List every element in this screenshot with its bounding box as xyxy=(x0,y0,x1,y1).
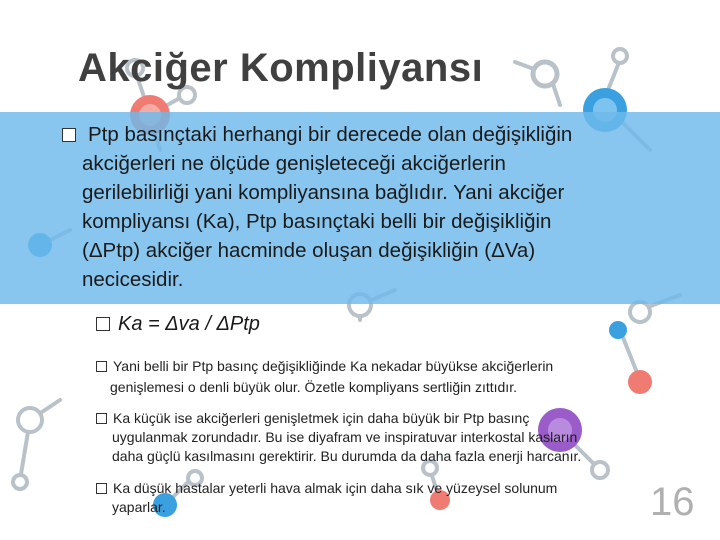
compliance-equation xyxy=(96,313,260,336)
main-bullet-line: Ptp basınçtaki herhangi bir derecede olan değişikliğin xyxy=(88,123,573,146)
bullet-line: Yani belli bir Ptp basınç değişikliğinde Ka nekadar büyükse akciğerlerin xyxy=(113,358,554,374)
bullet-line: Ka küçük ise akciğerleri genişletmek için daha büyük bir Ptp basınç xyxy=(113,410,530,426)
bullet-line: genişlemesi o denli büyük olur. Özetle kompliyans sertliğin zıttıdır. xyxy=(110,379,517,395)
bullet-breathing xyxy=(96,479,636,517)
page-number: 16 xyxy=(650,480,695,524)
checkbox-bullet-icon xyxy=(96,361,107,372)
equation-text: Ka = Δva / ΔPtp xyxy=(118,313,260,335)
main-bullet-line: (ΔPtp) akciğer hacminde oluşan değişikliğin (ΔVa) xyxy=(82,239,536,262)
checkbox-bullet-icon xyxy=(96,317,110,331)
main-bullet xyxy=(62,120,702,294)
bullet-line: daha güçlü kasılmasını gerektirir. Bu durumda da daha fazla enerji harcanır. xyxy=(112,448,582,464)
slide-title: Akciğer Kompliyansı xyxy=(78,46,484,90)
bullet-line: Ka düşük hastalar yeterli hava almak için daha sık ve yüzeysel solunum xyxy=(113,480,558,496)
main-bullet-line: necicesidir. xyxy=(82,268,184,291)
bullet-line: uygulanmak zorundadır. Bu ise diyafram ve inspiratuvar interkostal kasların xyxy=(112,429,578,445)
checkbox-bullet-icon xyxy=(96,483,107,494)
main-bullet-line: akciğerleri ne ölçüde genişleteceği akciğerlerin xyxy=(82,152,506,175)
main-bullet-line: gerilebilirliği yani kompliyansına bağlıdır. Yani akciğer xyxy=(82,181,565,204)
checkbox-bullet-icon xyxy=(96,413,107,424)
bullet-low-compliance xyxy=(96,409,666,466)
bullet-compliance-size xyxy=(96,356,656,398)
checkbox-bullet-icon xyxy=(62,128,76,142)
main-bullet-line: kompliyansı (Ka), Ptp basınçtaki belli bir değişikliğin xyxy=(82,210,552,233)
bullet-line: yaparlar. xyxy=(112,499,166,515)
